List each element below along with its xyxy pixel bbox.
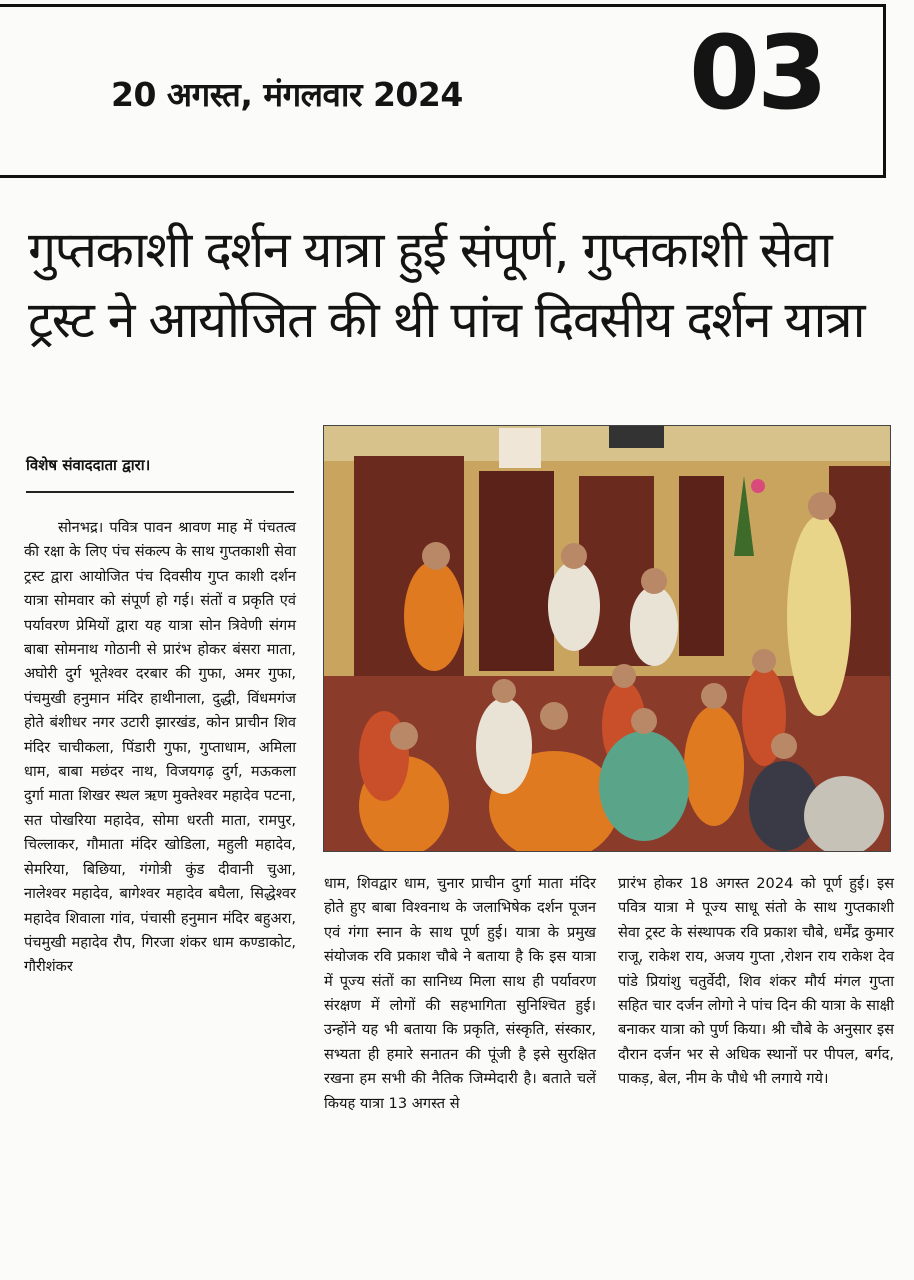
page-number: 03: [689, 14, 825, 133]
article-column-1: सोनभद्र। पवित्र पावन श्रावण माह में पंचतत्व की रक्षा के लिए पंच संकल्प के साथ गुप्तकाशी सेवा ट्रस्ट द्वारा आयोजित पंच दिवसीय गुप्त काशी दर्शन यात्रा सोमवार को संपूर्ण हो गई। संतों व प्रकृति एवं पर्यावरण प्रेमियों द्वारा यह यात्रा सोन त्रिवेणी संगम बाबा सोमनाथ गोठानी से प्रारंभ होकर बंसरा माता, अघोरी दुर्ग भूतेश्वर दरबार की गुफा, अमर गुफा, पंचमुखी हनुमान मंदिर हाथीनाला, दुद्धी, विंधमगंज होते बंशीधर नगर उटारी झारखंड, कोन प्राचीन शिव मंदिर चाचीकला, पिंडारी गुफा, गुप्ताधाम, अमिला धाम, बाबा मछंदर नाथ, विजयगढ़ दुर्ग, मऊकला दुर्गा माता शिखर स्थल ऋण मुक्तेश्वर महादेव पटना, सत पोखरिया महादेव, सोमा धरती माता, रामपुर, चिल्लाकर, गौमाता मंदिर खोडिला, महुली महादेव, सेमरिया, बिछिया, गंगोत्री कुंड दीवानी चुआ, नालेश्वर महादेव, बागेश्वर महादेव बघैला, सिद्धेश्वर महादेव शिवाला गांव, पंचासी हनुमान मंदिर बहुअरा, पंचमुखी महादेव रौप, गिरजा शंकर धाम कण्डाकोट, गौरीशंकर: [24, 519, 296, 976]
headline: [28, 215, 898, 355]
byline: विशेष संवाददाता द्वारा।: [26, 456, 151, 474]
article-column-3: प्रारंभ होकर 18 अगस्त 2024 को पूर्ण हुई। इस पवित्र यात्रा मे पूज्य साधू संतो के साथ गुप्तकाशी सेवा ट्रस्ट के संस्थापक रवि प्रकाश चौबे, धर्मेंद्र कुमार राजू, राकेश राय, अजय गुप्ता ,रोशन राय राकेश देव पांडे प्रियांशु चतुर्वेदी, शिव शंकर मौर्य मंगल गुप्ता सहित चार दर्जन लोगो ने पांच दिन की यात्रा के साक्षी बनाकर यात्रा को पुर्ण किया। श्री चौबे के अनुसार इस दौरान दर्जन भर से अधिक स्थानों पर पीपल, बर्गद, पाकड़, बेल, नीम के पौधे भी लगाये गये।: [618, 875, 894, 1088]
headline-line-2: ट्रस्ट ने आयोजित की थी पांच दिवसीय दर्शन यात्रा: [28, 291, 865, 349]
masthead: [0, 4, 886, 178]
headline-line-1: गुप्तकाशी दर्शन यात्रा हुई संपूर्ण, गुप्तकाशी सेवा: [28, 221, 832, 279]
photo-illustration: [324, 426, 890, 851]
byline-divider: [26, 491, 294, 493]
news-photo: [323, 425, 891, 852]
issue-date: 20 अगस्त, मंगलवार 2024: [111, 75, 463, 114]
article-column-2: धाम, शिवद्वार धाम, चुनार प्राचीन दुर्गा माता मंदिर होते हुए बाबा विश्वनाथ के जलाभिषेक दर्शन पूजन एवं गंगा स्नान के साथ पूर्ण हुई। यात्रा के प्रमुख संयोजक रवि प्रकाश चौबे ने बताया है कि इस यात्रा में पूज्य संतों का सानिध्य मिला साथ ही पर्यावरण संरक्षण में लोगों की सहभागिता सुनिश्चित हुई। उन्होंने यह भी बताया कि प्रकृति, संस्कृति, संस्कार, सभ्यता ही हमारे सनातन की पूंजी है इसे सुरक्षित रखना हम सभी की नैतिक जिम्मेदारी है। बताते चलें कियह यात्रा 13 अगस्त से: [324, 875, 596, 1112]
